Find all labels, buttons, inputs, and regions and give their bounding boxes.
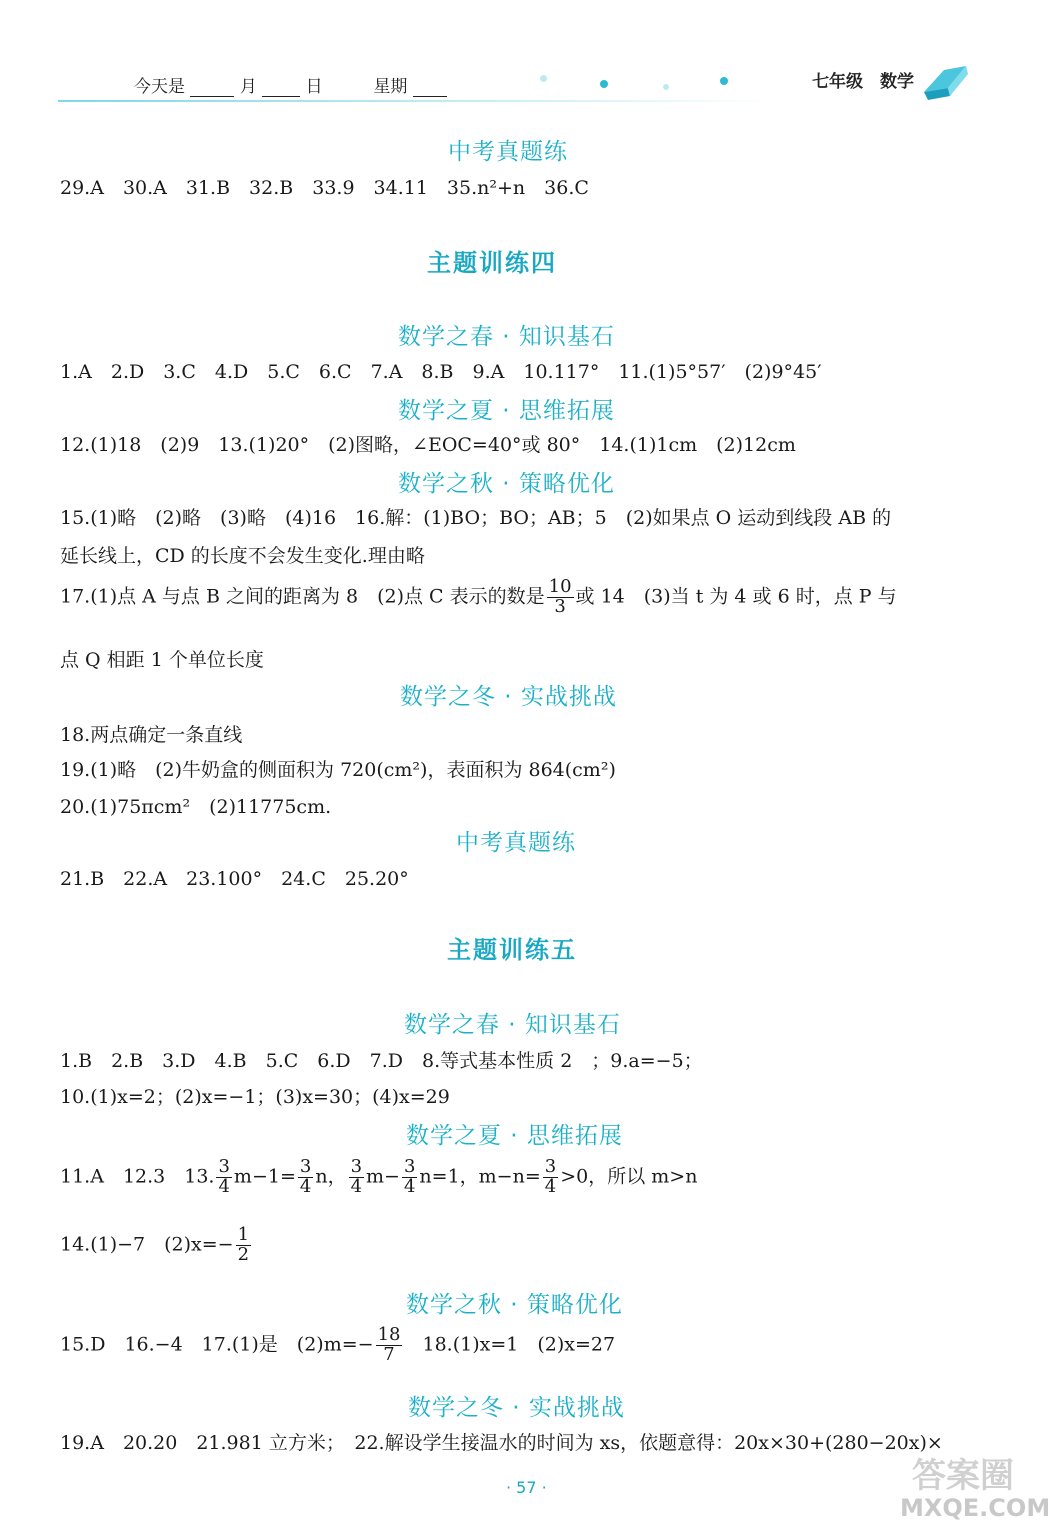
fraction: [547, 578, 574, 617]
fraction: [402, 1158, 417, 1197]
section-title-winter: 数学之冬 · 实战挑战: [400, 684, 617, 710]
answer-text: n=1，m−n=: [419, 1165, 541, 1188]
watermark-url: MXQE.COM: [900, 1494, 1051, 1522]
fraction-numerator: 18: [377, 1324, 401, 1345]
subject-label: 数学: [880, 72, 914, 92]
day-blank: [262, 96, 300, 97]
section-title-summer: 数学之夏 · 思维拓展: [406, 1123, 623, 1149]
topic-title-4: 主题训练四: [427, 249, 557, 277]
answer-text: 29.A 30.A 31.B 32.B 33.9 34.11 35.n²+n 36.C: [60, 177, 589, 199]
weekday-label: 星期: [373, 77, 408, 97]
answer-text: 或 14 (3)当 t 为 4 或 6 时，点 P 与: [575, 585, 897, 608]
header-dot: [663, 84, 669, 90]
answer-text: 15.D 16.−4 17.(1)是 (2)m=−: [60, 1333, 374, 1356]
fraction-numerator: 3: [403, 1156, 416, 1177]
today-label: 今天是: [134, 77, 185, 97]
answer-line: 1.A 2.D 3.C 4.D 5.C 6.C 7.A 8.B 9.A 10.117° 11.(1)5°57′ (2)9°45′: [60, 361, 822, 383]
fraction-denominator: 4: [218, 1175, 230, 1197]
section-title-autumn: 数学之秋 · 策略优化: [406, 1292, 623, 1318]
date-line: [134, 72, 447, 97]
grade-label: 七年级: [812, 72, 863, 92]
answer-line: 点 Q 相距 1 个单位长度: [60, 649, 264, 671]
answer-line: 20.(1)75πcm² (2)11775cm.: [60, 796, 332, 818]
fraction-numerator: 1: [237, 1224, 250, 1245]
fraction-denominator: 2: [237, 1243, 250, 1265]
answer-line: 18.两点确定一条直线: [60, 724, 243, 746]
answer-line: 10.(1)x=2；(2)x=−1；(3)x=30；(4)x=29: [60, 1086, 450, 1108]
fraction: [376, 1326, 403, 1365]
answer-text: 14.(1)−7 (2)x=−: [60, 1233, 234, 1256]
fraction: [298, 1158, 313, 1197]
page-number: · 57 ·: [506, 1478, 547, 1497]
fraction-numerator: 3: [350, 1156, 363, 1177]
answer-text: n，: [315, 1165, 347, 1188]
fraction-numerator: 3: [218, 1156, 230, 1177]
fraction-denominator: 4: [544, 1175, 557, 1197]
header-dot: [540, 75, 547, 82]
header-dot: [600, 80, 608, 88]
fraction-numerator: 3: [544, 1156, 557, 1177]
section-title-spring: 数学之春 · 知识基石: [398, 324, 615, 350]
answer-line: [60, 1326, 615, 1365]
watermark-logo: 答案圈: [912, 1456, 1014, 1496]
section-title-autumn: 数学之秋 · 策略优化: [398, 471, 615, 497]
fraction-numerator: 10: [548, 576, 572, 597]
section-title-spring: 数学之春 · 知识基石: [404, 1012, 621, 1038]
header-dot: [720, 77, 728, 85]
answer-line: 19.(1)略 (2)牛奶盒的侧面积为 720(cm²)，表面积为 864(cm²): [60, 759, 616, 781]
answer-text: 18.(1)x=1 (2)x=27: [422, 1333, 616, 1356]
section-title-summer: 数学之夏 · 思维拓展: [398, 398, 615, 424]
answer-text: m−1=: [233, 1165, 296, 1188]
book-icon: [920, 58, 972, 102]
answer-line: [60, 1226, 253, 1265]
fraction-denominator: 7: [383, 1343, 395, 1365]
answer-text: >0，所以 m>n: [560, 1165, 698, 1188]
answer-line: 15.(1)略 (2)略 (3)略 (4)16 16.解：(1)BO；BO；AB；5 (2)如果点 O 运动到线段 AB 的: [60, 507, 892, 529]
topic-title-5: 主题训练五: [447, 936, 577, 964]
fraction-denominator: 4: [350, 1175, 363, 1197]
month-label: 月: [239, 77, 257, 97]
fraction-denominator: 3: [554, 595, 566, 617]
day-label: 日: [305, 77, 323, 97]
answer-line: 19.A 20.20 21.981 立方米； 22.解设学生接温水的时间为 xs，依题意得：20x×30+(280−20x)×: [60, 1432, 943, 1454]
fraction: [216, 1158, 231, 1197]
answer-text: m−: [366, 1165, 400, 1188]
answer-line: [60, 1158, 697, 1197]
fraction-denominator: 4: [299, 1175, 312, 1197]
fraction-denominator: 4: [403, 1175, 416, 1197]
answer-line: 1.B 2.B 3.D 4.B 5.C 6.D 7.D 8.等式基本性质 2 ；9.a=−5；: [60, 1050, 703, 1072]
section-title-exam: 中考真题练: [456, 830, 576, 856]
answer-text: 17.(1)点 A 与点 B 之间的距离为 8 (2)点 C 表示的数是: [60, 585, 545, 608]
section-title-exam: 中考真题练: [448, 139, 568, 165]
fraction: [543, 1158, 558, 1197]
section-title-winter: 数学之冬 · 实战挑战: [408, 1395, 625, 1421]
answer-line: [60, 173, 589, 200]
answer-line: 12.(1)18 (2)9 13.(1)20° (2)图略，∠EOC=40°或 80° 14.(1)1cm (2)12cm: [60, 434, 796, 456]
answer-text: 11.A 12.3 13.: [60, 1165, 215, 1188]
fraction-numerator: 3: [299, 1156, 312, 1177]
answer-line: [60, 578, 897, 617]
fraction: [349, 1158, 364, 1197]
header-rule: [58, 100, 778, 102]
fraction: [236, 1226, 251, 1265]
answer-line: 延长线上，CD 的长度不会发生变化.理由略: [60, 545, 425, 567]
answer-line: 21.B 22.A 23.100° 24.C 25.20°: [60, 868, 409, 890]
month-blank: [190, 96, 234, 97]
weekday-blank: [413, 96, 447, 97]
